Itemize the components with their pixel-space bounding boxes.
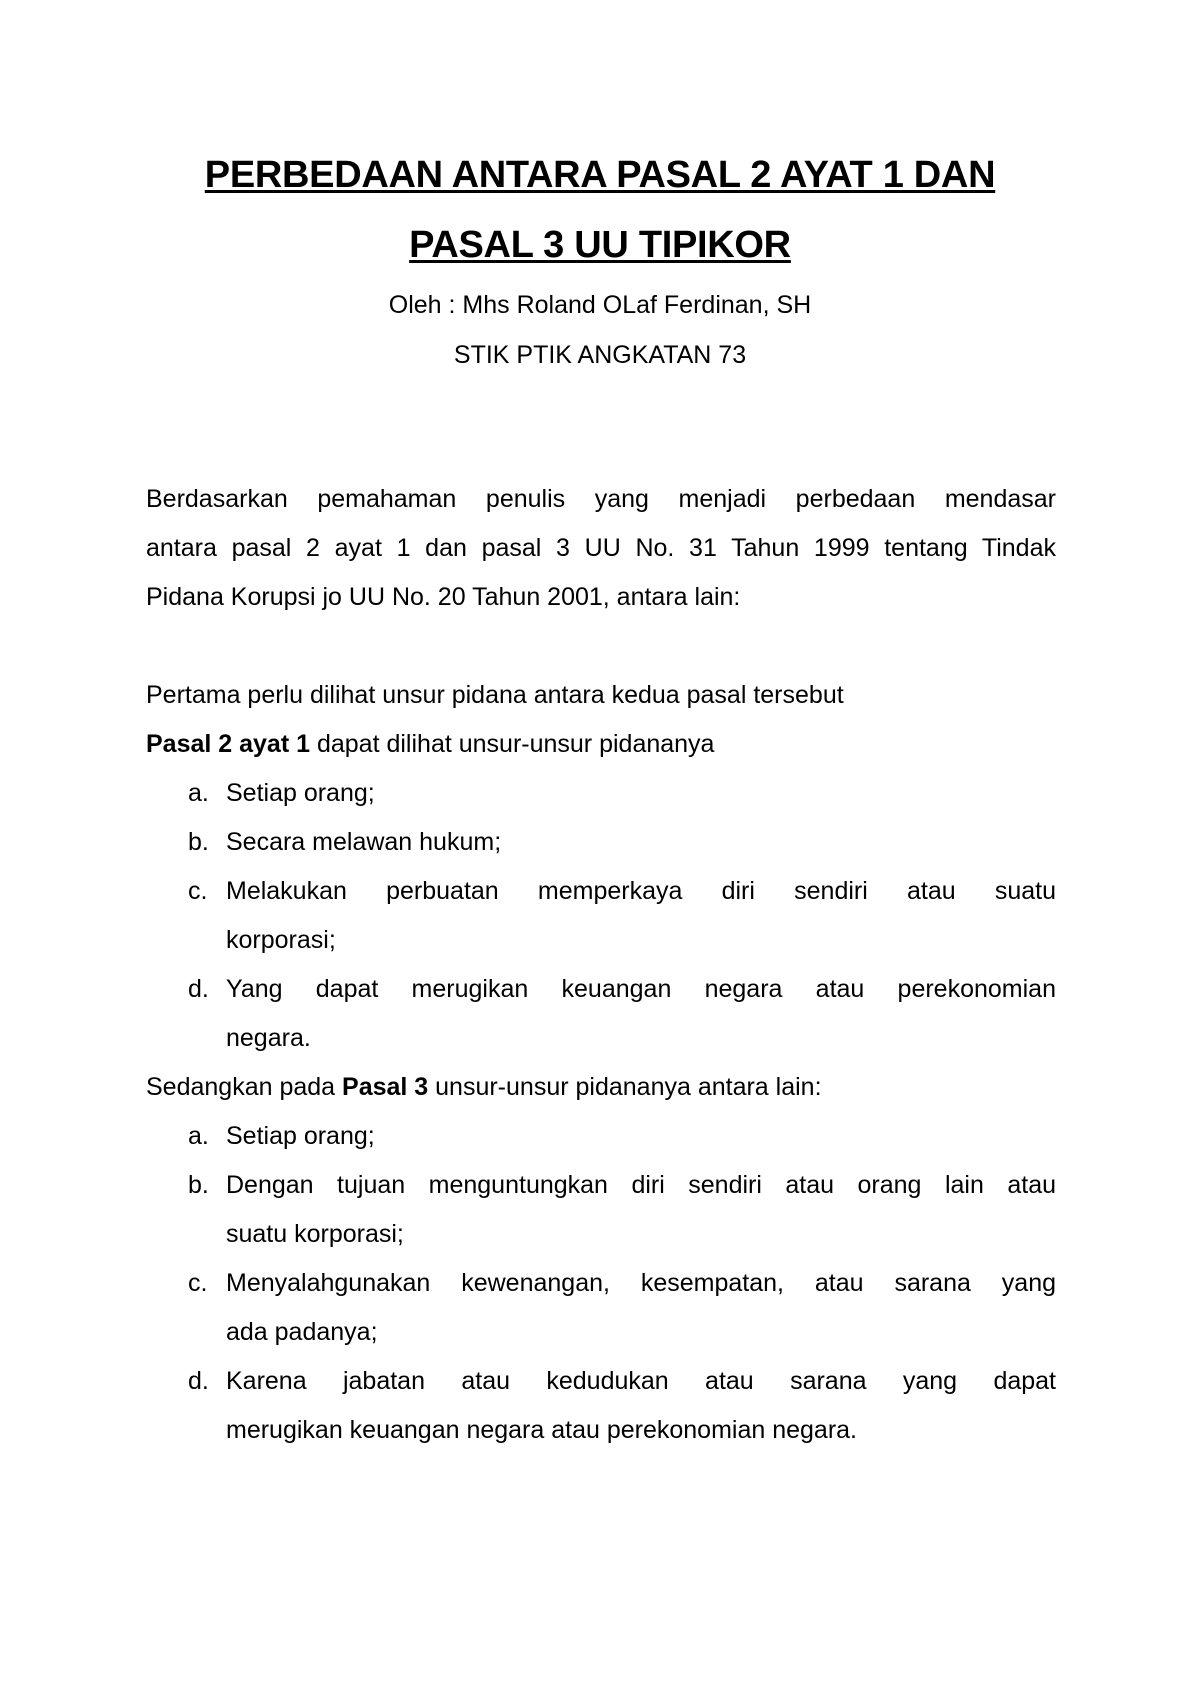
pasal3-item-text xyxy=(226,1259,1056,1357)
pasal3-item-marker: d. xyxy=(188,1367,209,1395)
pasal2-lead-bold: Pasal 2 ayat 1 xyxy=(146,730,311,758)
pasal3-lead xyxy=(146,1063,1056,1112)
pasal2-item-text xyxy=(226,965,1056,1063)
pasal2-item-marker: c. xyxy=(188,877,208,905)
pasal3-item-text xyxy=(226,1161,1056,1259)
pasal2-item-marker: d. xyxy=(188,975,209,1003)
pasal2-item xyxy=(146,769,1056,818)
pasal3-item-marker: a. xyxy=(188,1122,209,1150)
pasal3-lead-bold: Pasal 3 xyxy=(342,1073,429,1101)
document-title-line-1: PERBEDAAN ANTARA PASAL 2 AYAT 1 DAN xyxy=(204,154,996,196)
pasal3-item-line: Setiap orang; xyxy=(226,1122,375,1150)
pasal2-item-text xyxy=(226,867,1056,965)
pasal2-item-text xyxy=(226,769,1056,818)
pasal3-item xyxy=(146,1161,1056,1259)
pasal3-item-text xyxy=(226,1112,1056,1161)
pasal2-item xyxy=(146,867,1056,965)
pasal2-lead-rest: dapat dilihat unsur-unsur pidananya xyxy=(310,730,715,758)
pasal2-elements-list xyxy=(146,769,1056,1063)
pasal2-item-line: Melakukan perbuatan memperkaya diri sendiri atau suatu xyxy=(226,877,1056,905)
pasal2-item xyxy=(146,965,1056,1063)
title-block xyxy=(0,140,1200,380)
pasal3-item-line: Dengan tujuan menguntungkan diri sendiri atau orang lain atau xyxy=(226,1171,1056,1199)
pasal2-item xyxy=(146,818,1056,867)
document-title-line-2: PASAL 3 UU TIPIKOR xyxy=(409,224,791,266)
pasal2-lead xyxy=(146,720,1056,769)
pasal2-item-text xyxy=(226,818,1056,867)
pasal3-item-line: Menyalahgunakan kewenangan, kesempatan, atau sarana yang xyxy=(226,1269,1056,1297)
pasal2-item-line: Yang dapat merugikan keuangan negara atau perekonomian xyxy=(226,975,1056,1003)
author-line: Oleh : Mhs Roland OLaf Ferdinan, SH xyxy=(388,291,812,319)
pasal3-item xyxy=(146,1357,1056,1455)
pasal3-lead-rest: unsur-unsur pidananya antara lain: xyxy=(428,1073,822,1101)
pasal3-item-line: ada padanya; xyxy=(226,1318,378,1346)
pasal2-item-marker: b. xyxy=(188,828,209,856)
document-body xyxy=(146,475,1056,1455)
pasal3-item-marker: b. xyxy=(188,1171,209,1199)
pasal3-item xyxy=(146,1259,1056,1357)
pasal2-item-line: korporasi; xyxy=(226,926,336,954)
intro-paragraph xyxy=(146,475,1056,622)
pasal3-item-line: suatu korporasi; xyxy=(226,1220,404,1248)
intro-line-1: Berdasarkan pemahaman penulis yang menjadi perbedaan mendasar xyxy=(146,485,1056,513)
pasal3-item-line: Karena jabatan atau kedudukan atau sarana yang dapat xyxy=(226,1367,1056,1395)
intro-line-3: Pidana Korupsi jo UU No. 20 Tahun 2001, antara lain: xyxy=(146,583,741,611)
pasal2-item-line: negara. xyxy=(226,1024,311,1052)
pasal2-item-line: Secara melawan hukum; xyxy=(226,828,502,856)
pasal3-item-text xyxy=(226,1357,1056,1455)
institution-line: STIK PTIK ANGKATAN 73 xyxy=(453,341,747,369)
pasal3-item-line: merugikan keuangan negara atau perekonomian negara. xyxy=(226,1416,858,1444)
pasal3-elements-list xyxy=(146,1112,1056,1455)
pasal3-item-marker: c. xyxy=(188,1269,208,1297)
pasal2-item-line: Setiap orang; xyxy=(226,779,375,807)
first-statement: Pertama perlu dilihat unsur pidana antara kedua pasal tersebut xyxy=(146,681,844,709)
intro-line-2: antara pasal 2 ayat 1 dan pasal 3 UU No. 31 Tahun 1999 tentang Tindak xyxy=(146,534,1056,562)
pasal3-item xyxy=(146,1112,1056,1161)
pasal3-lead-before: Sedangkan pada xyxy=(146,1073,343,1101)
pasal2-item-marker: a. xyxy=(188,779,209,807)
